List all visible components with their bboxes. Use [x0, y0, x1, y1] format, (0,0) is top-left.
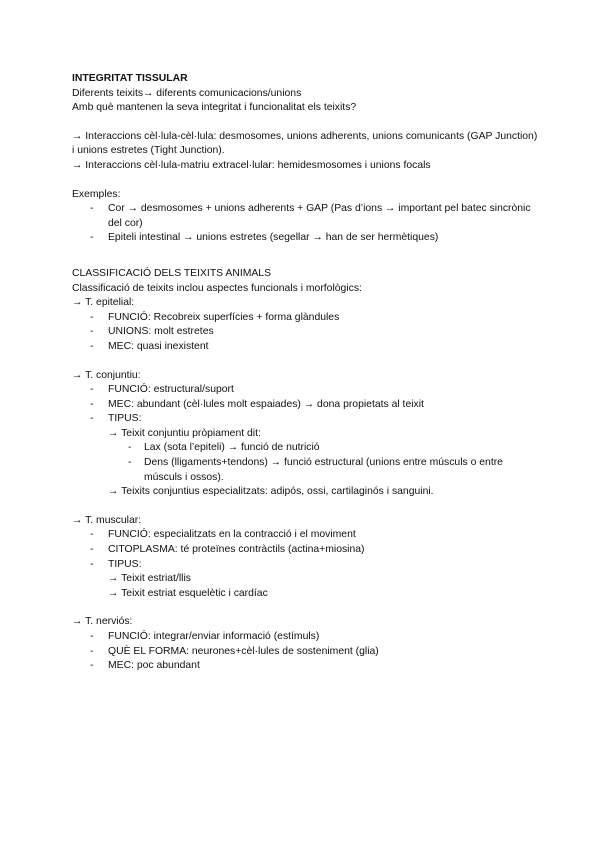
- nervios-mec: MEC: poc abundant: [108, 660, 200, 672]
- bullet-dash: -: [90, 413, 94, 425]
- bullet-dash: -: [90, 660, 94, 672]
- bullet-dash: -: [90, 340, 94, 352]
- bullet-dash: -: [90, 558, 94, 570]
- bullet-dash: -: [90, 311, 94, 323]
- nervios-heading: → T. nerviós:: [72, 616, 133, 628]
- list-item: [72, 645, 542, 660]
- bullet-dash: -: [90, 384, 94, 396]
- list-item: [72, 441, 542, 456]
- examples-heading: Exemples:: [72, 188, 121, 200]
- bullet-dash: -: [90, 326, 94, 338]
- example-heart: Cor → desmosomes + unions adherents + GAP (Pas d’ions → important pel batec sincrònic del cor): [108, 203, 531, 229]
- bullet-dash: -: [128, 457, 132, 469]
- conjuntiu-tipus: TIPUS:: [108, 413, 142, 425]
- bullet-dash: -: [90, 398, 94, 410]
- list-item: [72, 398, 542, 413]
- conjuntiu-mec: MEC: abundant (cèl·lules molt espaiades) → dona propietats al teixit: [108, 398, 424, 410]
- conjuntiu-sub2: → Teixits conjuntius especialitzats: adipós, ossi, cartilaginós i sanguini.: [108, 486, 434, 498]
- interactions-cell-matrix: → Interaccions cèl·lula-matriu extracel·lular: hemidesmosomes i unions focals: [72, 159, 431, 171]
- list-item: [72, 340, 542, 355]
- muscular-citoplasma: CITOPLASMA: té proteïnes contràctils (actina+miosina): [108, 544, 365, 556]
- bullet-dash: -: [128, 442, 132, 454]
- intro-line-2: Amb què mantenen la seva integritat i funcionalitat els teixits?: [72, 102, 357, 114]
- list-item: [72, 456, 504, 485]
- epitelial-funcio: FUNCIÓ: Recobreix superfícies + forma glàndules: [108, 311, 340, 323]
- list-item: [72, 325, 542, 340]
- interactions-cell-cell: → Interaccions cèl·lula-cèl·lula: desmosomes, unions adherents, unions comunicants (GAP Junction) i unions estretes (Tight Junction).: [72, 130, 538, 157]
- example-intestine: Epiteli intestinal → unions estretes (segellar → han de ser hermètiques): [108, 232, 439, 244]
- list-item: [72, 231, 542, 246]
- list-item: [72, 528, 542, 543]
- bullet-dash: -: [90, 631, 94, 642]
- list-item: [72, 630, 542, 645]
- list-item: [72, 202, 542, 231]
- list-item: [72, 311, 542, 326]
- conjuntiu-lax: Lax (sota l’epiteli) → funció de nutrició: [144, 442, 320, 454]
- muscular-tipus: TIPUS:: [108, 558, 142, 570]
- conjuntiu-heading: → T. conjuntiu:: [72, 369, 141, 381]
- nervios-funcio: FUNCIÓ: integrar/enviar informació (estímuls): [108, 631, 320, 642]
- list-item: [72, 543, 542, 558]
- muscular-heading: → T. muscular:: [72, 514, 142, 526]
- epitelial-unions: UNIONS: molt estretes: [108, 326, 214, 338]
- list-item: [72, 383, 542, 398]
- epitelial-mec: MEC: quasi inexistent: [108, 340, 209, 352]
- bullet-dash: -: [90, 232, 94, 244]
- conjuntiu-dens: Dens (lligaments+tendons) → funció estructural (unions entre músculs o entre músculs i ossos).: [144, 457, 503, 483]
- document-page: [72, 72, 542, 674]
- epitelial-heading: → T. epitelial:: [72, 297, 135, 309]
- bullet-dash: -: [90, 544, 94, 556]
- intro-line-1: Diferents teixits→ diferents comunicacions/unions: [72, 87, 302, 99]
- muscular-sub1: → Teixit estriat/llis: [108, 573, 191, 585]
- classification-intro: Classificació de teixits inclou aspectes funcionals i morfològics:: [72, 282, 362, 294]
- muscular-funcio: FUNCIÓ: especialitzats en la contracció i el moviment: [108, 529, 356, 541]
- muscular-sub2: → Teixit estriat esquelètic i cardíac: [108, 587, 268, 599]
- bullet-dash: -: [90, 645, 94, 657]
- list-item: [72, 659, 542, 674]
- nervios-forma: QUÈ EL FORMA: neurones+cèl·lules de sosteniment (glia): [108, 645, 379, 657]
- conjuntiu-sub1: → Teixit conjuntiu pròpiament dit:: [108, 427, 261, 439]
- bullet-dash: -: [90, 203, 94, 215]
- document-title: INTEGRITAT TISSULAR: [72, 73, 188, 84]
- list-item: [72, 412, 542, 427]
- conjuntiu-funcio: FUNCIÓ: estructural/suport: [108, 384, 234, 396]
- bullet-dash: -: [90, 529, 94, 541]
- list-item: [72, 558, 542, 573]
- classification-heading: CLASSIFICACIÓ DELS TEIXITS ANIMALS: [72, 267, 272, 279]
